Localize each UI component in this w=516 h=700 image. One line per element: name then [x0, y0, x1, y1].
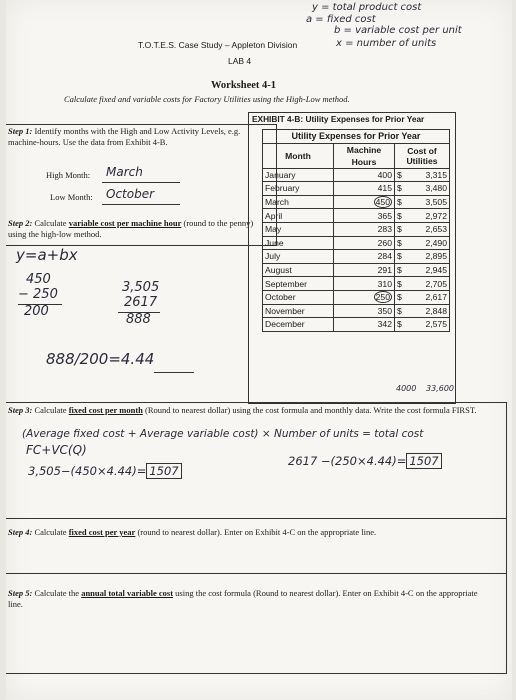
hours-high: 450 [26, 272, 51, 287]
step1-instructions: Step 1: Identify months with the High and Low Activity Levels, e.g. machine-hours. Use the data from Exhibit 4-B. [8, 126, 241, 147]
cell-hours: 342 [334, 318, 395, 332]
cell-cost: 3,505 [407, 195, 450, 209]
high-month-line [102, 182, 180, 183]
cell-cost: 2,972 [407, 209, 450, 223]
cell-month: June [263, 236, 334, 250]
low-month-label: Low Month: [50, 192, 93, 202]
cell-hours: 260 [334, 236, 395, 250]
course-title: T.O.T.E.S. Case Study – Appleton Division [138, 40, 298, 50]
cell-month: February [263, 182, 334, 196]
table-row [263, 182, 450, 196]
cell-currency: $ [395, 318, 408, 332]
cell-cost: 2,945 [407, 263, 450, 277]
cell-cost: 2,848 [407, 304, 450, 318]
cell-cost: 2,895 [407, 250, 450, 264]
step3-calc-high: 3,505−(450×4.44)= 1507 [28, 464, 182, 478]
col-hours: Machine Hours [334, 143, 395, 168]
note-variable-cost: b = variable cost per unit [334, 25, 462, 36]
cost-diff: 888 [126, 312, 151, 327]
table-row [263, 277, 450, 291]
cell-currency: $ [395, 263, 408, 277]
cell-hours: 365 [334, 209, 395, 223]
worksheet-title: Worksheet 4-1 [211, 80, 277, 91]
cell-cost: 2,705 [407, 277, 450, 291]
table-row [263, 290, 450, 304]
cell-currency: $ [395, 209, 408, 223]
low-month-line [102, 204, 180, 205]
cost-low: 2617 [124, 295, 158, 310]
cell-hours: 450 [334, 195, 395, 209]
cell-cost: 2,490 [407, 236, 450, 250]
table-row [263, 236, 450, 250]
cell-month: March [263, 195, 334, 209]
table-row [263, 304, 450, 318]
table-row [263, 263, 450, 277]
step3-hand-short: FC+VC(Q) [26, 443, 87, 457]
cell-hours: 310 [334, 277, 395, 291]
cell-month: December [263, 318, 334, 332]
total-cost: 33,600 [426, 384, 454, 393]
cell-month: November [263, 304, 334, 318]
cell-cost: 2,575 [407, 318, 450, 332]
cell-hours: 283 [334, 222, 395, 236]
total-hours: 4000 [396, 384, 417, 393]
cost-high: 3,505 [122, 280, 160, 295]
table-row [263, 209, 450, 223]
cell-cost: 3,480 [407, 182, 450, 196]
cell-month: September [263, 277, 334, 291]
cell-currency: $ [395, 168, 408, 182]
step4-instructions: Step 4: Calculate fixed cost per year (round to nearest dollar). Enter on Exhibit 4-C on the appropriate line. [8, 527, 377, 537]
utility-table [262, 129, 450, 332]
formula-hand: y=a+bx [16, 246, 78, 264]
cell-hours: 350 [334, 304, 395, 318]
table-title: Utility Expenses for Prior Year [263, 130, 450, 144]
note-total-cost: y = total product cost [312, 2, 422, 13]
worksheet-subtitle: Calculate fixed and variable costs for Factory Utilities using the High-Low method. [64, 94, 350, 104]
exhibit-caption: EXHIBIT 4-B: Utility Expenses for Prior Year [252, 114, 425, 124]
step5-instructions: Step 5: Calculate the annual total variable cost using the cost formula (Round to nearest dollar). Enter on Exhibit 4-C on the appropriate line. [8, 588, 478, 609]
cell-month: July [263, 250, 334, 264]
table-row [263, 318, 450, 332]
cell-hours: 415 [334, 182, 395, 196]
cell-month: April [263, 209, 334, 223]
high-month-label: High Month: [46, 170, 91, 180]
cell-currency: $ [395, 182, 408, 196]
cell-hours: 291 [334, 263, 395, 277]
note-fixed-cost: a = fixed cost [306, 14, 376, 25]
low-month-value: October [106, 187, 155, 201]
cell-currency: $ [395, 222, 408, 236]
cell-currency: $ [395, 236, 408, 250]
col-month: Month [263, 143, 334, 168]
table-row [263, 168, 450, 182]
step4-box [6, 517, 507, 574]
cell-cost: 2,653 [407, 222, 450, 236]
hours-low: − 250 [18, 287, 58, 302]
note-units: x = number of units [336, 38, 437, 49]
step2-instructions: Step 2: Calculate variable cost per machine hour (round to the penny) using the high-low method. [8, 218, 254, 239]
cell-cost: 3,315 [407, 168, 450, 182]
step3-hand-formula: (Average fixed cost + Average variable cost) × Number of units = total cost [22, 428, 424, 440]
cell-currency: $ [395, 304, 408, 318]
hours-diff: 200 [24, 304, 49, 319]
cell-currency: $ [395, 290, 408, 304]
cell-currency: $ [395, 277, 408, 291]
worksheet-page [6, 0, 512, 700]
cell-month: May [263, 222, 334, 236]
cell-month: January [263, 168, 334, 182]
col-cost: Cost of Utilities [395, 143, 450, 168]
cell-month: October [263, 290, 334, 304]
table-row [263, 250, 450, 264]
rate-underline [154, 372, 194, 373]
cell-currency: $ [395, 250, 408, 264]
cell-hours: 250 [334, 290, 395, 304]
cell-month: August [263, 263, 334, 277]
cell-hours: 400 [334, 168, 395, 182]
cell-currency: $ [395, 195, 408, 209]
rate-calc: 888/200=4.44 [46, 350, 155, 368]
step3-instructions: Step 3: Calculate fixed cost per month (Round to nearest dollar) using the cost formula and monthly data. Write the cost formula FIRST. [8, 405, 477, 415]
table-row [263, 222, 450, 236]
cell-cost: 2,617 [407, 290, 450, 304]
lab-label: LAB 4 [228, 56, 252, 66]
high-month-value: March [106, 165, 143, 179]
cell-hours: 284 [334, 250, 395, 264]
table-row [263, 195, 450, 209]
step3-calc-low: 2617 −(250×4.44)= 1507 [288, 454, 442, 468]
